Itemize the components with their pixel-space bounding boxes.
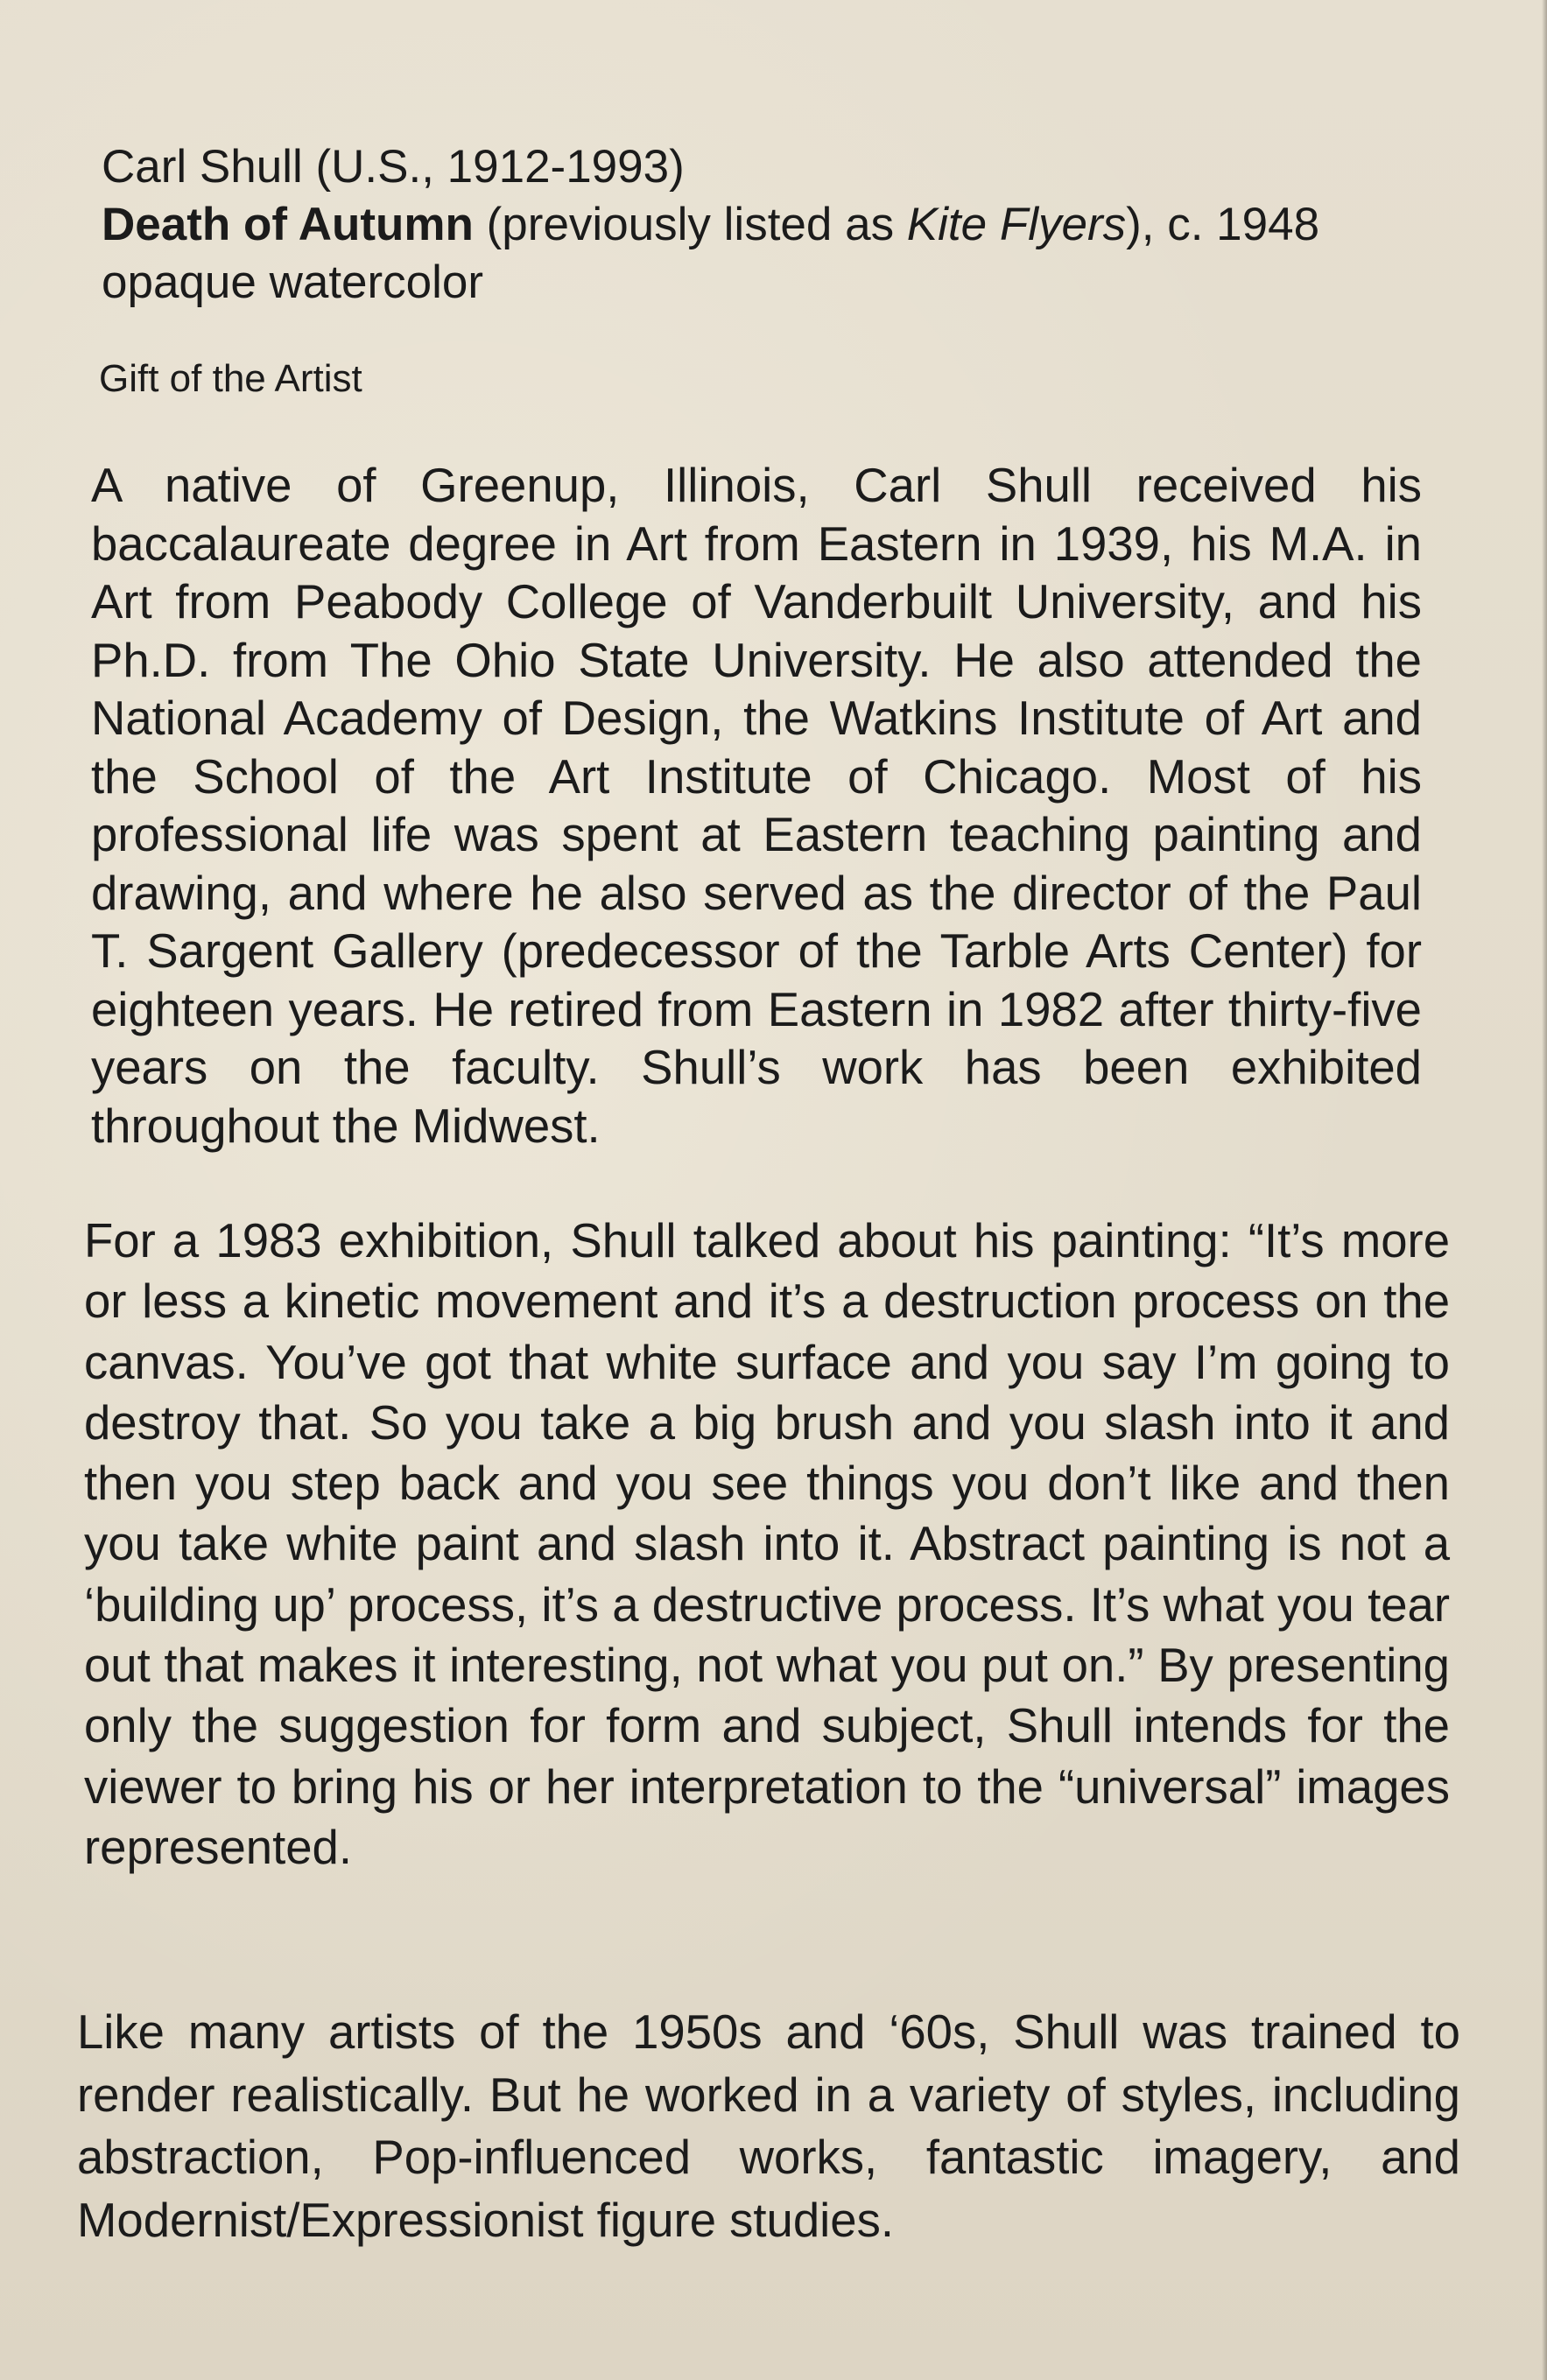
title-line bbox=[102, 196, 1467, 254]
styles-paragraph: Like many artists of the 1950s and ‘60s, Shull was trained to render realistically. But he worked in a variety of styles, including abstraction, Pop-influenced works, fantastic imagery, and Modernist/Expressionist figure studies. bbox=[77, 2005, 1460, 2247]
title-date: ), c. 1948 bbox=[1126, 199, 1320, 250]
medium: opaque watercolor bbox=[102, 256, 484, 308]
label-header bbox=[102, 138, 1467, 312]
card-edge-shadow bbox=[1542, 0, 1547, 2380]
credit-line: Gift of the Artist bbox=[99, 357, 362, 400]
artist-line: Carl Shull (U.S., 1912-1993) bbox=[102, 141, 685, 193]
previous-title: Kite Flyers bbox=[906, 199, 1127, 250]
previous-title-prefix: (previously listed as bbox=[473, 199, 907, 250]
artist-quote-paragraph: For a 1983 exhibition, Shull talked about his painting: “It’s more or less a kinetic movement and it’s a destruction process on the canvas. You’ve got that white surface and you say I’m going to destroy that. So you take a big brush and you slash into it and then you step back and you see things you don’t like and then you take white paint and slash into it. Abstract painting is not a ‘building up’ process, it’s a destructive process. It’s what you tear out that makes it interesting, not what you put on.” By presenting only the suggestion for form and subject, Shull intends for the viewer to bring his or her interpretation to the “universal” images represented. bbox=[84, 1214, 1450, 1874]
biography-paragraph: A native of Greenup, Illinois, Carl Shull received his baccalaureate degree in Art from Eastern in 1939, his M.A. in Art from Peabody College of Vanderbuilt University, and his Ph.D. from The Ohio State University. He also attended the National Academy of Design, the Watkins Institute of Art and the School of the Art Institute of Chicago. Most of his professional life was spent at Eastern teaching painting and drawing, and where he also served as the director of the Paul T. Sargent Gallery (predecessor of the Tarble Arts Center) for eighteen years. He retired from Eastern in 1982 after thirty-five years on the faculty. Shull’s work has been exhibited throughout the Midwest. bbox=[91, 459, 1422, 1153]
artwork-title: Death of Autumn bbox=[102, 199, 474, 250]
